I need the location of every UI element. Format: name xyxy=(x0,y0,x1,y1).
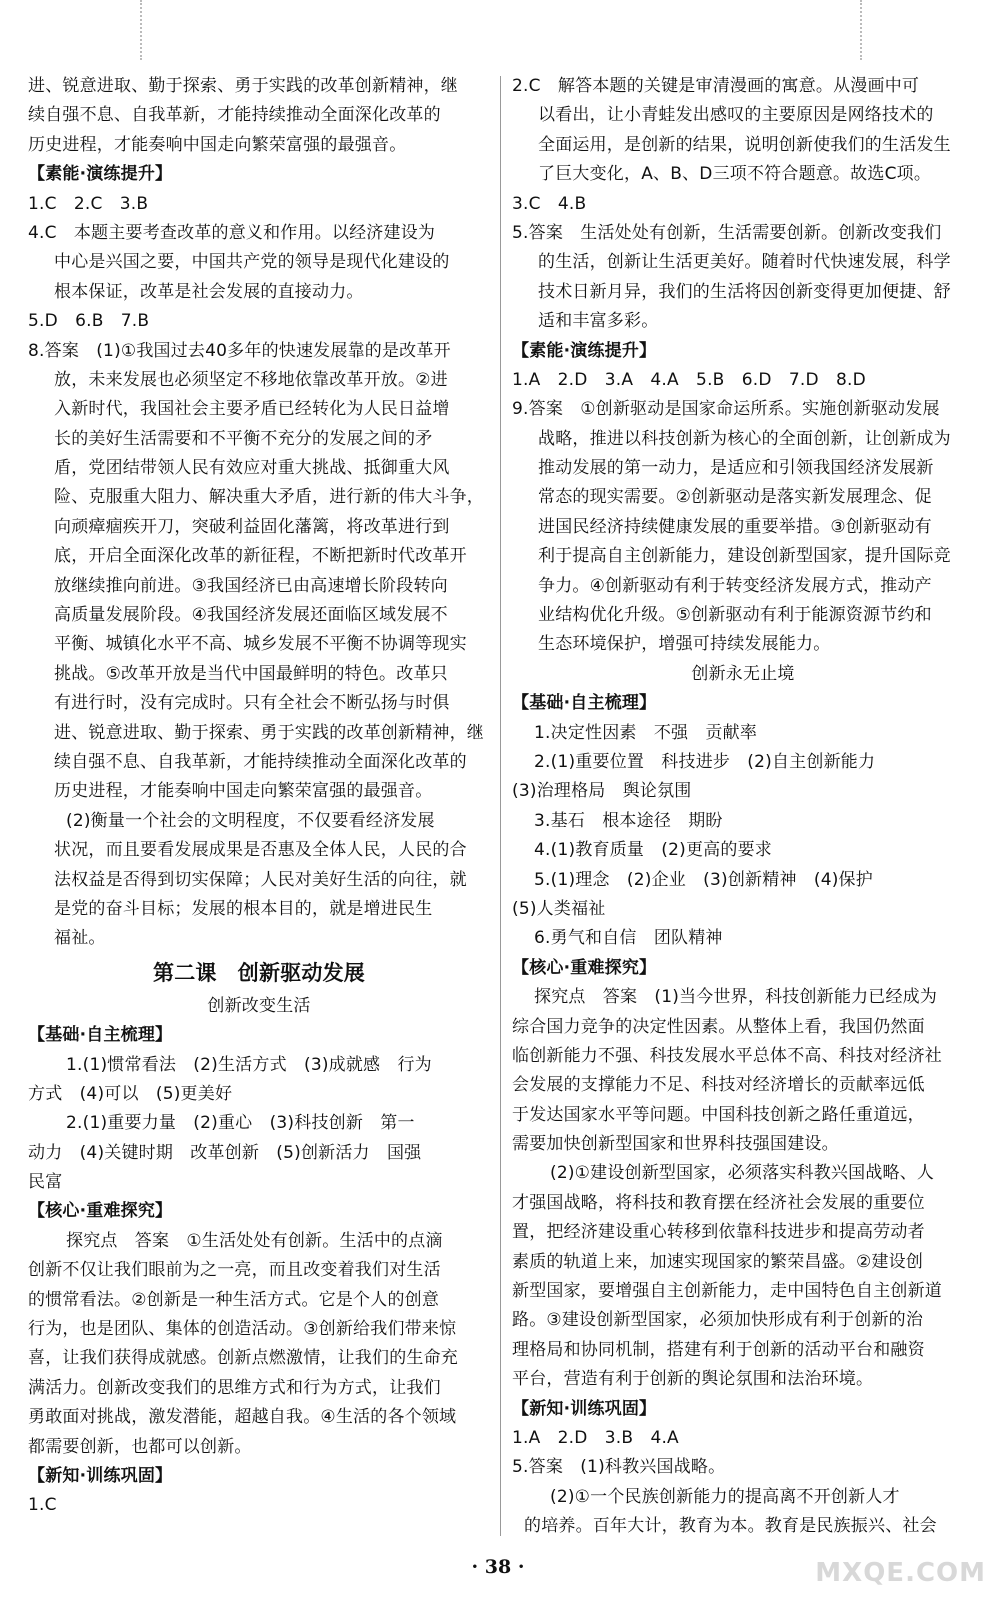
text-line: 入新时代，我国社会主要矛盾已经转化为人民日益增 xyxy=(54,399,450,420)
section-heading: 【基础·自主梳理】 xyxy=(512,693,657,714)
text-line: 状况，而且要看发展成果是否惠及全体人民，人民的合 xyxy=(54,840,467,861)
text-line: 平台，营造有利于创新的舆论氛围和法治环境。 xyxy=(512,1369,874,1390)
text-line: 续自强不息、自我革新，才能持续推动全面深化改革的 xyxy=(54,751,467,772)
section-heading: 【素能·演练提升】 xyxy=(28,164,173,185)
text-line: 放，未来发展也必须坚定不移地依靠改革开放。②进 xyxy=(54,369,448,390)
text-line: (2)①一个民族创新能力的提高离不开创新人才 xyxy=(550,1486,900,1507)
text-line: 方式 (4)可以 (5)更美好 xyxy=(28,1083,233,1104)
section-title: 创新永无止境 xyxy=(691,663,795,684)
text-line: 全面运用，是创新的结果，说明创新使我们的生活发生 xyxy=(538,134,951,155)
text-line: 新型国家，要增强自主创新能力，走中国特色自主创新道 xyxy=(512,1281,942,1302)
column-divider xyxy=(500,76,501,1536)
watermark-logo: MXQE.COM xyxy=(815,1558,986,1588)
section-heading: 【基础·自主梳理】 xyxy=(28,1025,173,1046)
text-line: 于发达国家水平等问题。中国科技创新之路任重道远， xyxy=(512,1104,925,1125)
text-line: 推动发展的第一动力，是适应和引领我国经济发展新 xyxy=(538,458,934,479)
text-line: 需要加快创新型国家和世界科技强国建设。 xyxy=(512,1134,839,1155)
text-line: 生态环境保护，增强可持续发展能力。 xyxy=(538,634,831,655)
text-line: 行为，也是团队、集体的创造活动。③创新给我们带来惊 xyxy=(28,1319,457,1340)
text-line: 满活力。创新改变我们的思维方式和行为方式，让我们 xyxy=(28,1377,441,1398)
text-line: 业结构优化升级。⑤创新驱动有利于能源资源节约和 xyxy=(538,605,932,626)
binding-mark-right xyxy=(860,0,902,60)
text-line: 常态的现实需要。②创新驱动是落实新发展理念、促 xyxy=(538,487,932,508)
text-line: 续自强不息、自我革新，才能持续推动全面深化改革的 xyxy=(28,105,441,126)
section-heading: 【核心·重难探究】 xyxy=(28,1201,173,1222)
section-heading: 【核心·重难探究】 xyxy=(512,957,657,978)
right-column xyxy=(512,72,974,1542)
text-line: 进、锐意进取、勤于探索、勇于实践的改革创新精神，继 xyxy=(28,76,458,96)
answer-line: 探究点 答案 ①生活处处有创新。生活中的点滴 xyxy=(66,1230,443,1251)
answer-line: 4.C 本题主要考查改革的意义和作用。以经济建设为 xyxy=(28,222,436,243)
answer-line: 3.基石 根本途径 期盼 xyxy=(534,810,723,831)
binding-mark-left xyxy=(100,0,142,60)
text-line: 的培养。百年大计，教育为本。教育是民族振兴、社会 xyxy=(524,1516,937,1537)
text-line: 置，把经济建设重心转移到依靠科技进步和提高劳动者 xyxy=(512,1222,925,1243)
text-line: 底，开启全面深化改革的新征程，不断把新时代改革开 xyxy=(54,546,467,567)
text-line: 平衡、城镇化水平不高、城乡发展不平衡不协调等现实 xyxy=(54,634,467,655)
answer-line: 3.C 4.B xyxy=(512,193,587,214)
left-column xyxy=(28,72,490,1521)
section-title: 创新改变生活 xyxy=(207,995,311,1016)
text-line: 综合国力竞争的决定性因素。从整体上看，我国仍然面 xyxy=(512,1016,925,1037)
text-line: 法权益是否得到切实保障；人民对美好生活的向往，就 xyxy=(54,869,467,890)
answer-line: 5.(1)理念 (2)企业 (3)创新精神 (4)保护 xyxy=(534,869,873,890)
answer-line: 1.C xyxy=(28,1495,57,1516)
text-line: 挑战。⑤改革开放是当代中国最鲜明的特色。改革只 xyxy=(54,663,448,684)
text-line: 勇敢面对挑战，激发潜能，超越自我。④生活的各个领域 xyxy=(28,1407,457,1428)
text-line: 向顽瘴痼疾开刀，突破利益固化藩篱，将改革进行到 xyxy=(54,516,450,537)
section-heading: 【新知·训练巩固】 xyxy=(512,1398,657,1419)
text-line: 民富 xyxy=(28,1172,63,1193)
text-line: 高质量发展阶段。④我国经济发展还面临区域发展不 xyxy=(54,605,448,626)
text-line: 的生活，创新让生活更美好。随着时代快速发展，科学 xyxy=(538,252,951,273)
text-line: 盾，党团结带领人民有效应对重大挑战、抵御重大风 xyxy=(54,458,450,479)
lesson-title: 第二课 创新驱动发展 xyxy=(153,960,365,985)
text-line: 适和丰富多彩。 xyxy=(538,311,659,332)
text-line: 以看出，让小青蛙发出感叹的主要原因是网络技术的 xyxy=(538,105,934,126)
answer-line: 9.答案 ①创新驱动是国家命运所系。实施创新驱动发展 xyxy=(512,399,940,420)
answer-line: 探究点 答案 (1)当今世界，科技创新能力已经成为 xyxy=(534,987,938,1008)
text-line: 险、克服重大阻力、解决重大矛盾，进行新的伟大斗争， xyxy=(54,487,484,508)
text-line: 争力。④创新驱动有利于转变经济发展方式，推动产 xyxy=(538,575,932,596)
text-line: 理格局和协同机制，搭建有利于创新的活动平台和融资 xyxy=(512,1339,925,1360)
answer-line: 5.答案 生活处处有创新，生活需要创新。创新改变我们 xyxy=(512,222,942,243)
text-line: 中心是兴国之要，中国共产党的领导是现代化建设的 xyxy=(54,252,450,273)
answer-line: 4.(1)教育质量 (2)更高的要求 xyxy=(534,840,772,861)
page-number: · 38 · xyxy=(471,1556,525,1578)
answer-line: 1.A 2.D 3.B 4.A xyxy=(512,1427,679,1448)
text-line: (3)治理格局 舆论氛围 xyxy=(512,781,692,802)
text-line: 临创新能力不强、科技发展水平总体不高、科技对经济社 xyxy=(512,1045,942,1066)
answer-line: 5.答案 (1)科教兴国战略。 xyxy=(512,1457,726,1478)
text-line: 进、锐意进取、勤于探索、勇于实践的改革创新精神，继 xyxy=(54,722,484,743)
answer-line: 1.C 2.C 3.B xyxy=(28,193,149,214)
text-line: 利于提高自主创新能力，建设创新型国家，提升国际竞 xyxy=(538,546,951,567)
answer-line: 1.A 2.D 3.A 4.A 5.B 6.D 7.D 8.D xyxy=(512,369,866,390)
text-line: 了巨大变化，A、B、D三项不符合题意。故选C项。 xyxy=(538,164,932,185)
answer-line: 5.D 6.B 7.B xyxy=(28,311,150,332)
text-line: 长的美好生活需要和不平衡不充分的发展之间的矛 xyxy=(54,428,433,449)
text-line: 才强国战略，将科技和教育摆在经济社会发展的重要位 xyxy=(512,1192,925,1213)
text-line: 福祉。 xyxy=(54,928,106,949)
text-line: 战略，推进以科技创新为核心的全面创新，让创新成为 xyxy=(538,428,951,449)
text-line: 根本保证，改革是社会发展的直接动力。 xyxy=(54,281,364,302)
answer-line: 8.答案 (1)①我国过去40多年的快速发展靠的是改革开 xyxy=(28,340,451,361)
text-line: 会发展的支撑能力不足、科技对经济增长的贡献率远低 xyxy=(512,1075,925,1096)
answer-line: 2.(1)重要力量 (2)重心 (3)科技创新 第一 xyxy=(66,1113,415,1134)
answer-line: 2.C 解答本题的关键是审清漫画的寓意。从漫画中可 xyxy=(512,76,920,96)
answer-line: 1.决定性因素 不强 贡献率 xyxy=(534,722,758,743)
text-line: 技术日新月异，我们的生活将因创新变得更加便捷、舒 xyxy=(538,281,951,302)
text-line: 有进行时，没有完成时。只有全社会不断弘扬与时俱 xyxy=(54,693,450,714)
text-line: (2)衡量一个社会的文明程度，不仅要看经济发展 xyxy=(66,810,435,831)
section-heading: 【素能·演练提升】 xyxy=(512,340,657,361)
section-heading: 【新知·训练巩固】 xyxy=(28,1465,173,1486)
text-line: 的惯常看法。②创新是一种生活方式。它是个人的创意 xyxy=(28,1289,440,1310)
answer-line: 2.(1)重要位置 科技进步 (2)自主创新能力 xyxy=(534,751,876,772)
text-line: 历史进程，才能奏响中国走向繁荣富强的最强音。 xyxy=(54,781,433,802)
text-line: (5)人类福祉 xyxy=(512,898,606,919)
answer-line: 1.(1)惯常看法 (2)生活方式 (3)成就感 行为 xyxy=(66,1054,432,1075)
text-line: 动力 (4)关键时期 改革创新 (5)创新活力 国强 xyxy=(28,1142,422,1163)
text-line: (2)①建设创新型国家，必须落实科教兴国战略、人 xyxy=(550,1163,935,1184)
text-line: 素质的轨道上来，加速实现国家的繁荣昌盛。②建设创 xyxy=(512,1251,924,1272)
text-line: 创新不仅让我们眼前为之一亮，而且改变着我们对生活 xyxy=(28,1260,441,1281)
text-line: 历史进程，才能奏响中国走向繁荣富强的最强音。 xyxy=(28,134,407,155)
text-line: 喜，让我们获得成就感。创新点燃激情，让我们的生命充 xyxy=(28,1348,458,1369)
answer-line: 6.勇气和自信 团队精神 xyxy=(534,928,723,949)
text-line: 是党的奋斗目标；发展的根本目的，就是增进民生 xyxy=(54,898,433,919)
text-line: 都需要创新，也都可以创新。 xyxy=(28,1436,252,1457)
text-line: 进国民经济持续健康发展的重要举措。③创新驱动有 xyxy=(538,516,932,537)
text-line: 放继续推向前进。③我国经济已由高速增长阶段转向 xyxy=(54,575,448,596)
text-line: 路。③建设创新型国家，必须加快形成有利于创新的治 xyxy=(512,1310,924,1331)
